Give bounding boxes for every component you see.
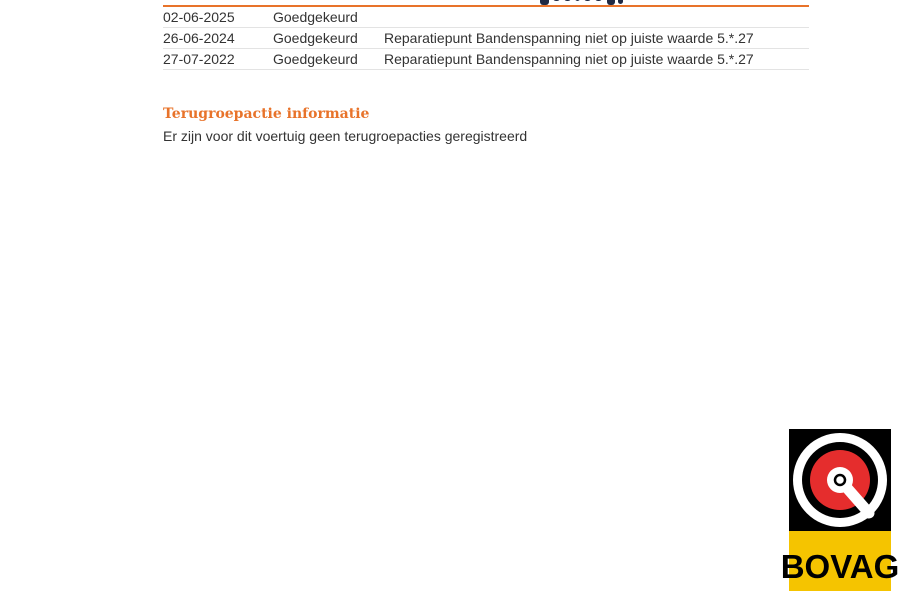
apk-history-table bbox=[163, 7, 809, 70]
bovag-logo bbox=[780, 429, 900, 591]
recall-section-text: Er zijn voor dit voertuig geen terugroepacties geregistreerd bbox=[163, 128, 528, 144]
inspection-remark: Reparatiepunt Bandenspanning niet op juiste waarde 5.*.27 bbox=[384, 49, 809, 70]
inspection-date: 02-06-2025 bbox=[163, 7, 273, 28]
table-row bbox=[163, 7, 809, 28]
inspection-status: Goedgekeurd bbox=[273, 49, 384, 70]
inspection-remark bbox=[384, 7, 809, 28]
inspection-status: Goedgekeurd bbox=[273, 28, 384, 49]
inspection-date: 26-06-2024 bbox=[163, 28, 273, 49]
inspection-date: 27-07-2022 bbox=[163, 49, 273, 70]
table-row bbox=[163, 28, 809, 49]
inspection-remark: Reparatiepunt Bandenspanning niet op juiste waarde 5.*.27 bbox=[384, 28, 809, 49]
inspection-status: Goedgekeurd bbox=[273, 7, 384, 28]
recall-section-title: Terugroepactie informatie bbox=[163, 106, 370, 122]
logo-text: BOVAG bbox=[780, 548, 900, 585]
logo-key-head bbox=[827, 467, 853, 493]
table-row bbox=[163, 49, 809, 70]
